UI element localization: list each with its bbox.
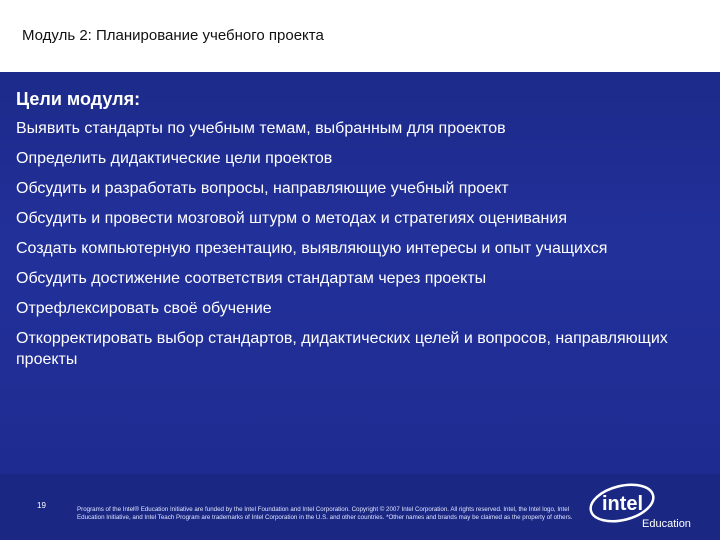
header-band <box>0 0 720 72</box>
goal-item: Откорректировать выбор стандартов, дидактических целей и вопросов, направляющих проекты <box>16 330 668 368</box>
page-number: 19 <box>37 501 46 510</box>
goal-item: Обсудить достижение соответствия стандартам через проекты <box>16 270 487 287</box>
content-heading: Цели модуля: <box>16 89 141 109</box>
footer <box>0 474 720 540</box>
goal-item: Определить дидактические цели проектов <box>16 150 333 167</box>
goal-item: Обсудить и провести мозговой штурм о методах и стратегиях оценивания <box>16 210 567 227</box>
goal-item: Обсудить и разработать вопросы, направляющие учебный проект <box>16 180 509 197</box>
footer-legal-note: Programs of the Intel® Education Initiative are funded by the Intel Foundation and Intel Corporation. Copyright © 2007 Intel Corporation. All rights reserved. Intel, the Intel logo, Intel Education Initiative, and Intel Teach Program are trademarks of Intel Corporation in the U.S. and other countries. *Other names and brands may be claimed as the property of others. <box>77 506 573 521</box>
logo-subtitle: Education <box>642 518 691 530</box>
content-area <box>16 88 706 379</box>
slide-header-title: Модуль 2: Планирование учебного проекта <box>22 27 324 44</box>
intel-wordmark: intel <box>602 493 644 515</box>
goal-item: Отрефлексировать своё обучение <box>16 300 272 317</box>
intel-education-logo <box>580 482 700 536</box>
goal-item: Создать компьютерную презентацию, выявляющую интересы и опыт учащихся <box>16 240 608 257</box>
goal-item: Выявить стандарты по учебным темам, выбранным для проектов <box>16 120 506 137</box>
